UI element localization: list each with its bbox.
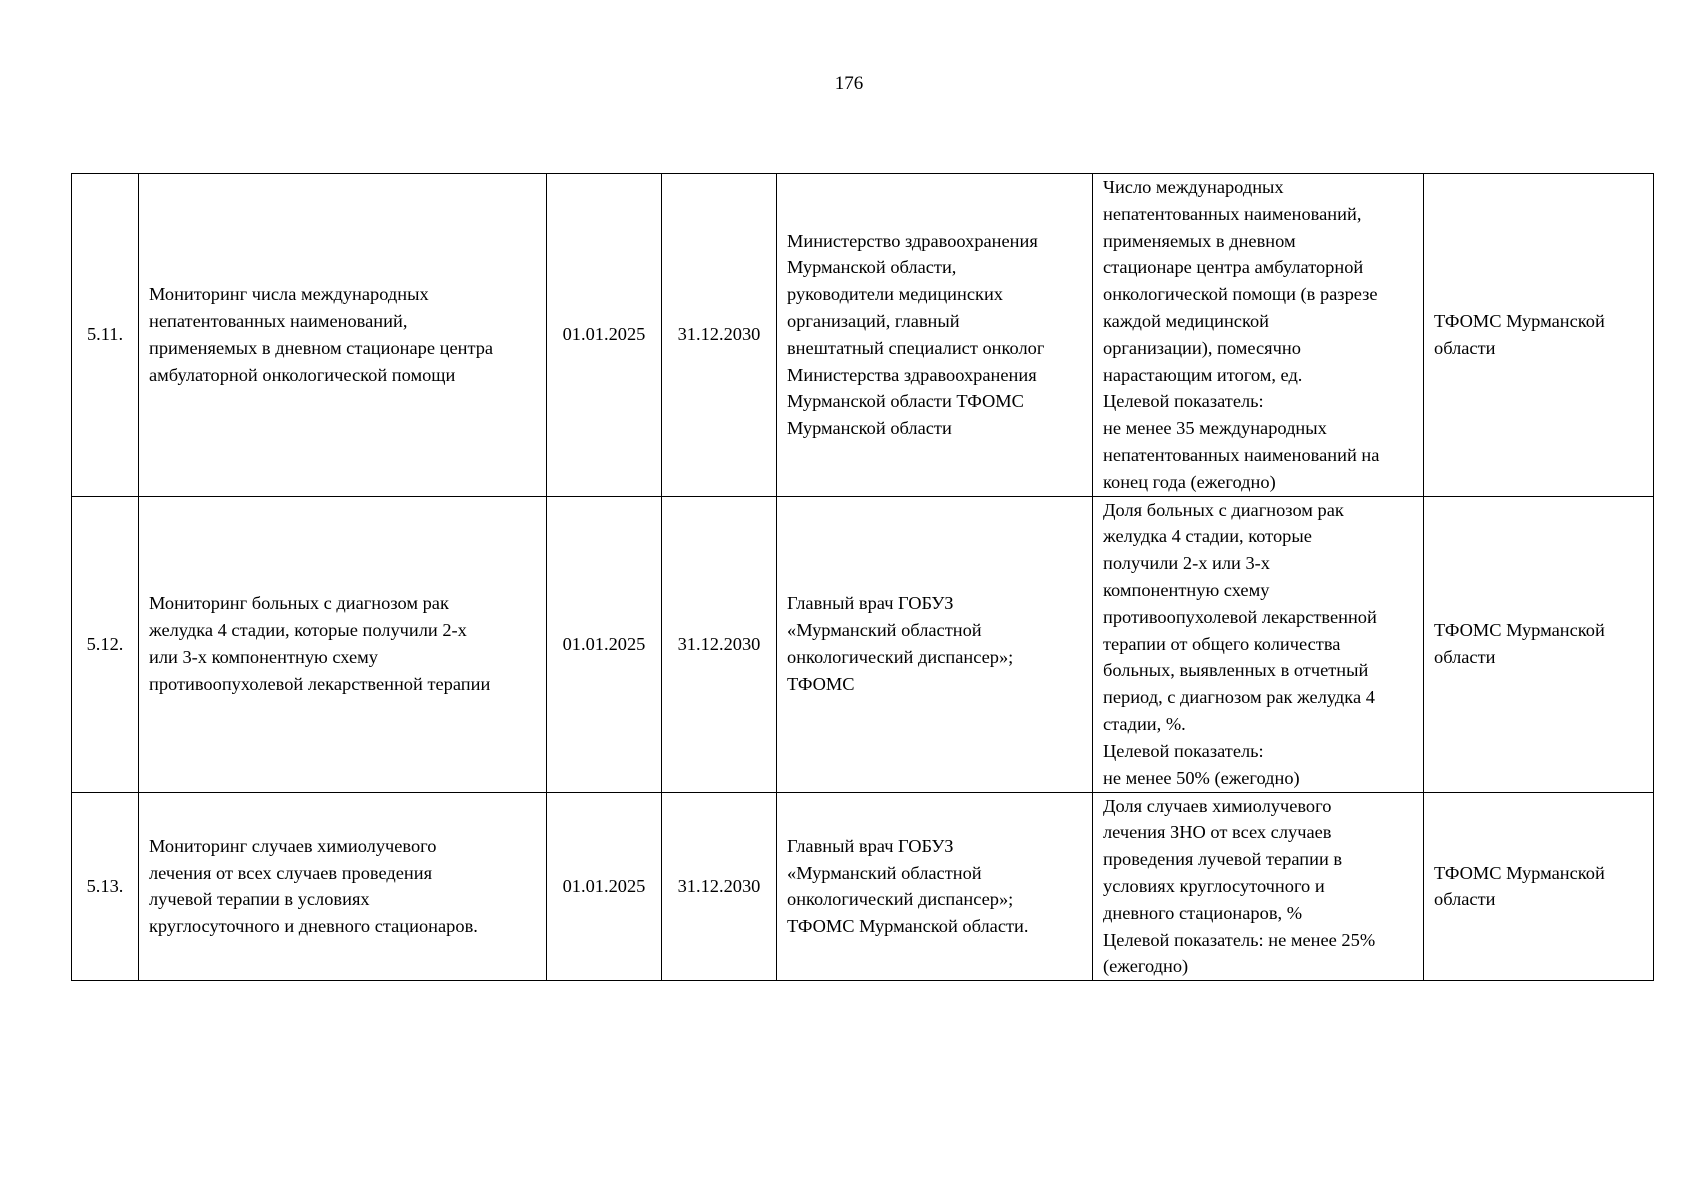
end-date: 31.12.2030 (662, 496, 777, 792)
measures-table (71, 173, 1654, 981)
responsible-cell (777, 792, 1093, 981)
cell-text-line: противоопухолевой лекарственной (1103, 606, 1377, 627)
cell-text-line: Целевой показатель: не менее 25% (1103, 929, 1376, 950)
cell-text-line: лечения ЗНО от всех случаев (1103, 822, 1332, 843)
cell-text-line: Мурманской области (787, 418, 952, 439)
cell-text-line: области (1434, 889, 1496, 910)
cell-text-line: непатентованных наименований, (149, 310, 408, 331)
cell-text-line: стационаре центра амбулаторной (1103, 257, 1364, 278)
table-row (72, 174, 1654, 497)
cell-text-line: проведения лучевой терапии в (1103, 849, 1343, 870)
responsible-cell (777, 496, 1093, 792)
cell-text-line: желудка 4 стадии, которые (1103, 526, 1312, 547)
cell-text-line: не менее 35 международных (1103, 418, 1327, 439)
cell-text-line: онкологической помощи (в разрезе (1103, 284, 1378, 305)
cell-text-line: желудка 4 стадии, которые получили 2-х (149, 620, 467, 641)
cell-text-line: лучевой терапии в условиях (149, 889, 370, 910)
cell-text-line: онкологический диспансер»; (787, 647, 1014, 668)
cell-text-line: конец года (ежегодно) (1103, 471, 1276, 492)
cell-text-line: Мурманской области, (787, 257, 957, 278)
cell-text-line: применяемых в дневном стационаре центра (149, 337, 494, 358)
cell-text-line: Министерства здравоохранения (787, 364, 1037, 385)
cell-text-line: «Мурманский областной (787, 862, 982, 883)
cell-text-line: компонентную схему (1103, 580, 1270, 601)
cell-text-line: Министерство здравоохранения (787, 230, 1038, 251)
cell-text-line: Мониторинг числа международных (149, 284, 429, 305)
cell-text-line: Главный врач ГОБУЗ (787, 593, 954, 614)
cell-text-line: ТФОМС (787, 673, 855, 694)
cell-text-line: организации), помесячно (1103, 337, 1301, 358)
indicator-cell (1093, 792, 1424, 981)
cell-text-line: нарастающим итогом, ед. (1103, 364, 1303, 385)
cell-text-line: больных, выявленных в отчетный (1103, 660, 1369, 681)
cell-text-line: области (1434, 647, 1496, 668)
start-date: 01.01.2025 (547, 174, 662, 497)
cell-text-line: организаций, главный (787, 310, 960, 331)
cell-text-line: ТФОМС Мурманской области. (787, 916, 1029, 937)
cell-text-line: (ежегодно) (1103, 956, 1189, 977)
cell-text-line: Целевой показатель: (1103, 740, 1264, 761)
cell-text-line: или 3-х компонентную схему (149, 647, 379, 668)
cell-text-line: Число международных (1103, 177, 1284, 197)
cell-text-line: применяемых в дневном (1103, 230, 1296, 251)
cell-text-line: противоопухолевой лекарственной терапии (149, 673, 491, 694)
cell-text-line: ТФОМС Мурманской (1434, 310, 1605, 331)
cell-text-line: руководители медицинских (787, 284, 1003, 305)
cell-text-line: Доля больных с диагнозом рак (1103, 499, 1344, 520)
cell-text-line: каждой медицинской (1103, 310, 1269, 331)
measure-cell (139, 496, 547, 792)
cell-text-line: круглосуточного и дневного стационаров. (149, 916, 478, 937)
cell-text-line: ТФОМС Мурманской (1434, 862, 1605, 883)
cell-text-line: «Мурманский областной (787, 620, 982, 641)
cell-text-line: лечения от всех случаев проведения (149, 862, 433, 883)
cell-text-line: получили 2-х или 3-х (1103, 553, 1270, 574)
start-date: 01.01.2025 (547, 496, 662, 792)
end-date: 31.12.2030 (662, 792, 777, 981)
cell-text-line: Мурманской области ТФОМС (787, 391, 1024, 412)
measure-cell (139, 174, 547, 497)
cell-text-line: стадии, %. (1103, 714, 1186, 735)
cell-text-line: онкологический диспансер»; (787, 889, 1014, 910)
measure-cell (139, 792, 547, 981)
cell-text-line: Главный врач ГОБУЗ (787, 835, 954, 856)
control-cell (1424, 496, 1654, 792)
cell-text-line: Доля случаев химиолучевого (1103, 795, 1332, 816)
row-number: 5.13. (72, 792, 139, 981)
cell-text-line: Целевой показатель: (1103, 391, 1264, 412)
table-row (72, 496, 1654, 792)
page-number: 176 (834, 73, 864, 94)
control-cell (1424, 792, 1654, 981)
row-number: 5.11. (72, 174, 139, 497)
cell-text-line: дневного стационаров, % (1103, 902, 1303, 923)
cell-text-line: непатентованных наименований на (1103, 444, 1380, 465)
start-date: 01.01.2025 (547, 792, 662, 981)
cell-text-line: непатентованных наименований, (1103, 203, 1362, 224)
indicator-cell (1093, 174, 1424, 497)
cell-text-line: амбулаторной онкологической помощи (149, 364, 456, 385)
cell-text-line: ТФОМС Мурманской (1434, 620, 1605, 641)
row-number: 5.12. (72, 496, 139, 792)
cell-text-line: Мониторинг больных с диагнозом рак (149, 593, 449, 614)
table-row (72, 792, 1654, 981)
cell-text-line: период, с диагнозом рак желудка 4 (1103, 687, 1375, 708)
cell-text-line: условиях круглосуточного и (1103, 875, 1325, 896)
responsible-cell (777, 174, 1093, 497)
cell-text-line: терапии от общего количества (1103, 633, 1341, 654)
cell-text-line: внештатный специалист онколог (787, 337, 1045, 358)
cell-text-line: не менее 50% (ежегодно) (1103, 767, 1300, 788)
indicator-cell (1093, 496, 1424, 792)
end-date: 31.12.2030 (662, 174, 777, 497)
control-cell (1424, 174, 1654, 497)
cell-text-line: области (1434, 337, 1496, 358)
cell-text-line: Мониторинг случаев химиолучевого (149, 835, 437, 856)
